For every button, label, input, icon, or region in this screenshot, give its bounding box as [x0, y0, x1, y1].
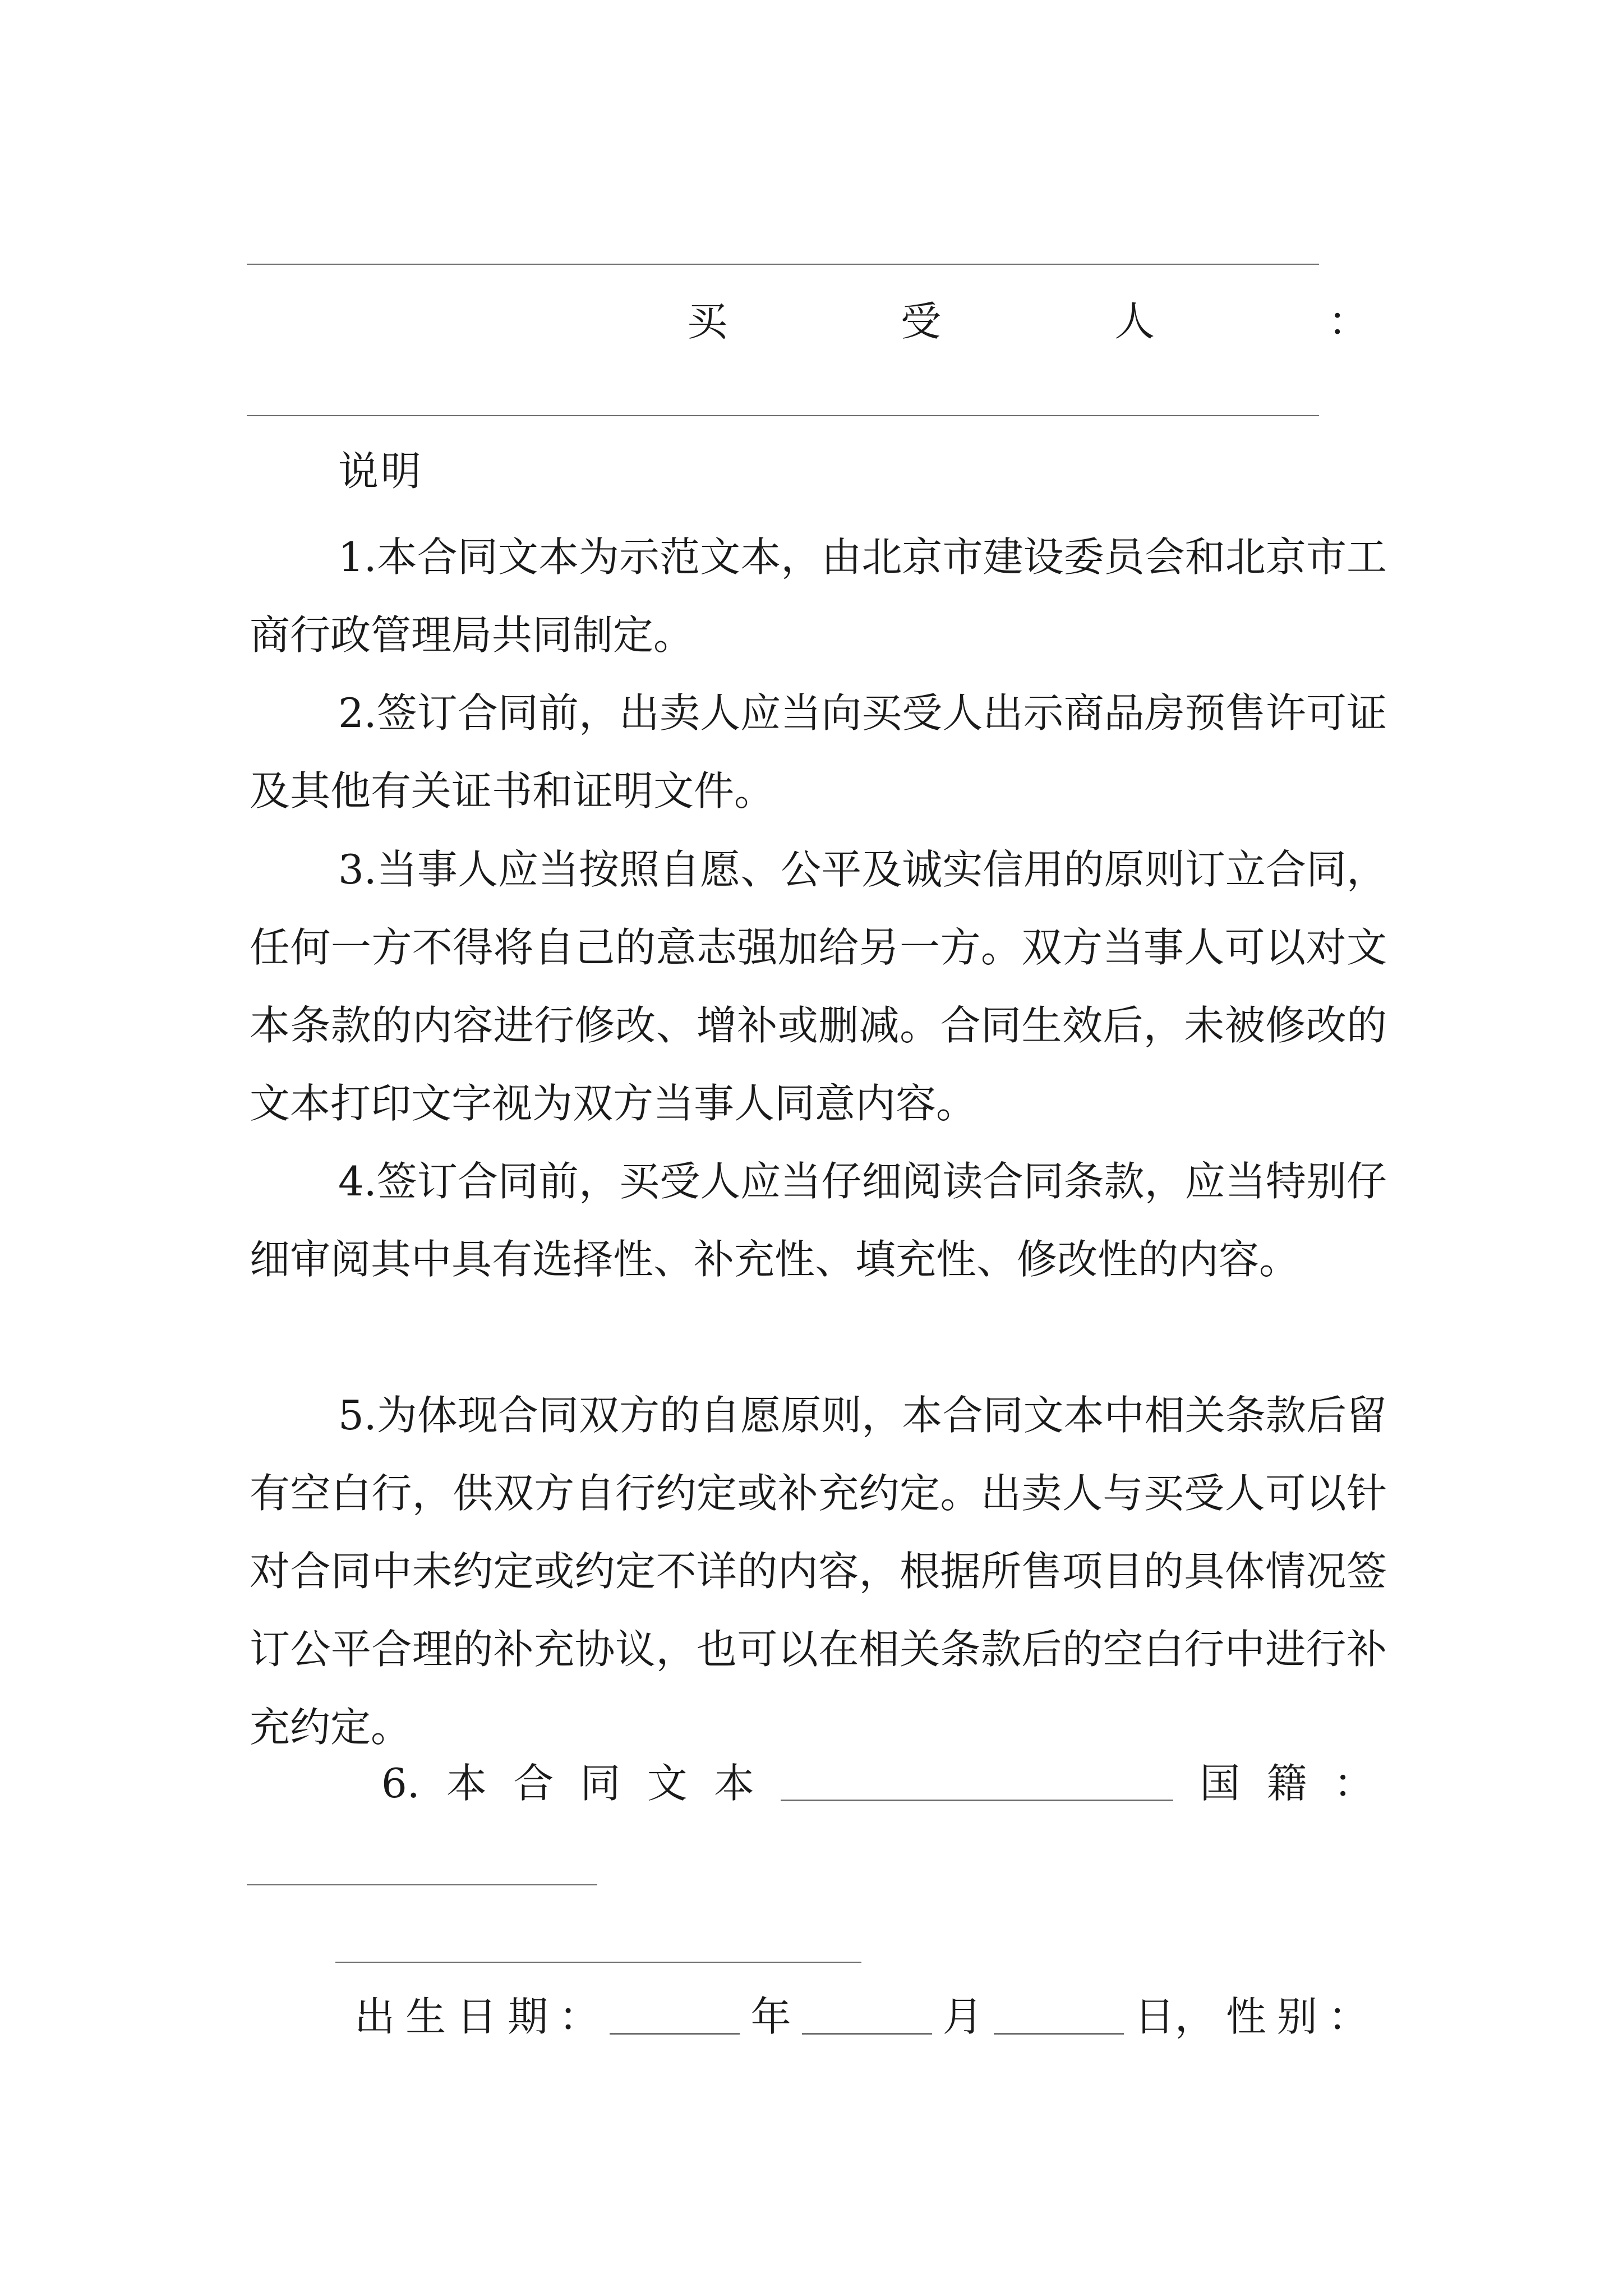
- address-blank-rule[interactable]: [335, 1962, 861, 1963]
- nationality-label-colon: ：: [1333, 1760, 1374, 1807]
- nationality-blank-rule[interactable]: [247, 1884, 597, 1885]
- note-item-3: 3.当事人应当按照自愿、公平及诚实信用的原则订立合同，任何一方不得将自己的意志强加给另一方。双方当事人可以对文本条款的内容进行修改、增补或删减。合同生效后，未被修改的文本打印文字视为双方当事人同意内容。: [250, 846, 1387, 1127]
- birth-date-line: [354, 1989, 1368, 2045]
- item-6-char: 本: [446, 1760, 487, 1807]
- gender-label-char: 性: [1225, 1993, 1266, 2040]
- birth-day-label: 日，: [1134, 1993, 1215, 2040]
- item-6-char: 本: [713, 1760, 754, 1807]
- buyer-label-char: 买: [687, 298, 728, 345]
- buyer-signature-line: [687, 293, 1368, 349]
- item-6-char: 同: [580, 1760, 621, 1807]
- top-rule: [247, 264, 1319, 265]
- birth-year-label: 年: [750, 1993, 791, 2040]
- birth-month-blank[interactable]: [802, 1999, 932, 2035]
- note-item-2: 2.签订合同前，出卖人应当向买受人出示商品房预售许可证及其他有关证书和证明文件。: [250, 689, 1387, 815]
- buyer-label-colon: ：: [1327, 298, 1368, 345]
- birth-month-label: 月: [942, 1993, 983, 2040]
- birth-label-char: 出: [354, 1993, 395, 2040]
- birth-year-blank[interactable]: [610, 1999, 740, 2035]
- nationality-label-char: 国: [1200, 1760, 1241, 1807]
- signature-blank-rule: [247, 415, 1319, 416]
- birth-label-char: 期: [508, 1993, 548, 2040]
- buyer-label-char: 人: [1114, 298, 1155, 345]
- note-item-5: 5.为体现合同双方的自愿原则，本合同文本中相关条款后留有空白行，供双方自行约定或补充约定。出卖人与买受人可以针对合同中未约定或约定不详的内容，根据所售项目的具体情况签订公平合理的补充协议，也可以在相关条款后的空白行中进行补充约定。: [250, 1392, 1387, 1751]
- birth-label-char: 日: [457, 1993, 497, 2040]
- item-6-char: 6.: [381, 1760, 420, 1807]
- gender-label-char: 别: [1276, 1993, 1317, 2040]
- item-6-line: [381, 1755, 1374, 1811]
- item-6-char: 合: [513, 1760, 554, 1807]
- buyer-label-char: 受: [900, 298, 941, 345]
- birth-label-char: 生: [405, 1993, 446, 2040]
- item-6-blank[interactable]: [781, 1766, 1173, 1801]
- birth-label-colon: ：: [559, 1993, 600, 2040]
- notes-heading: 说明: [338, 448, 424, 495]
- birth-day-blank[interactable]: [994, 1999, 1124, 2035]
- note-item-1: 1.本合同文本为示范文本，由北京市建设委员会和北京市工商行政管理局共同制定。: [250, 533, 1387, 659]
- nationality-label-char: 籍: [1266, 1760, 1307, 1807]
- item-6-char: 文: [647, 1760, 688, 1807]
- gender-label-colon: ：: [1327, 1993, 1368, 2040]
- note-item-4: 4.签订合同前，买受人应当仔细阅读合同条款，应当特别仔细审阅其中具有选择性、补充性、填充性、修改性的内容。: [250, 1158, 1387, 1283]
